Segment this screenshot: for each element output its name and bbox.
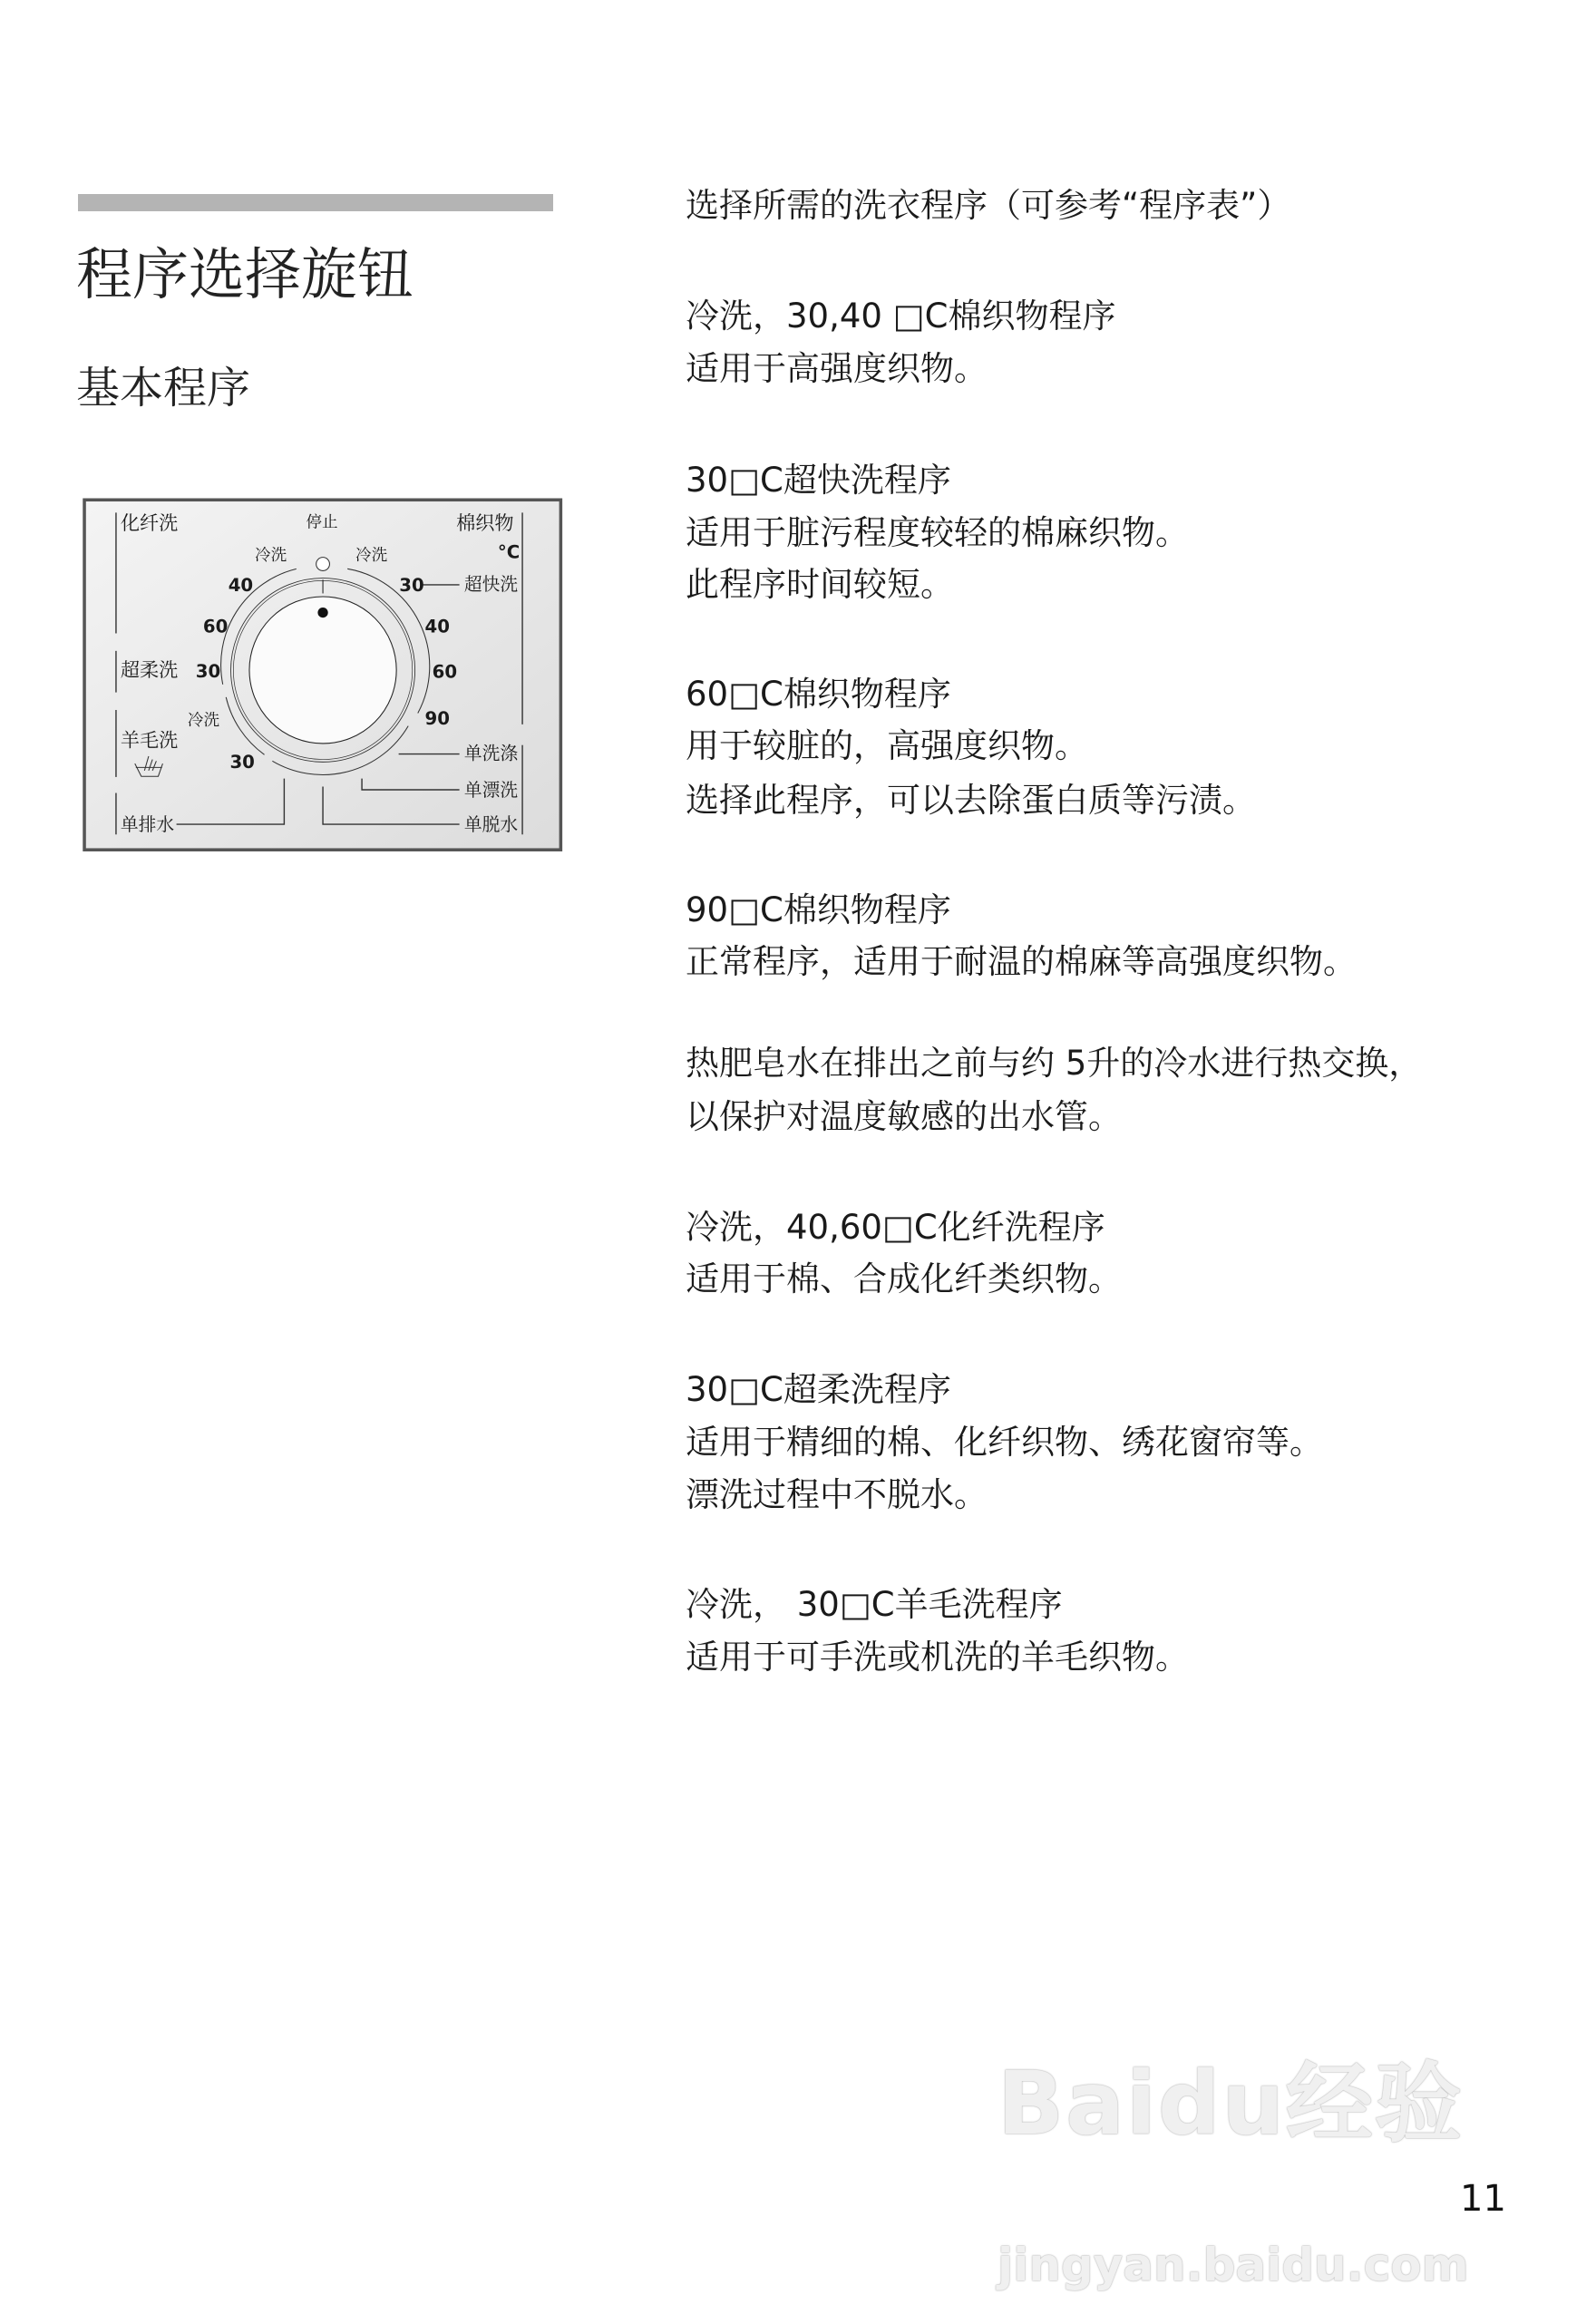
label-wash-only: 单洗涤	[463, 743, 519, 764]
program-dial-diagram	[73, 490, 571, 863]
label-drain-only: 单排水	[120, 814, 175, 836]
label-delicate-30: 30	[195, 661, 221, 683]
page-title: 程序选择旋钮	[76, 241, 414, 307]
stop-position-icon	[316, 558, 330, 571]
page-number: 11	[1460, 2178, 1506, 2220]
watermark-logo: Baidu经验	[998, 2053, 1464, 2154]
section-subtitle: 基本程序	[76, 363, 251, 413]
label-spin-only: 单脱水	[463, 814, 519, 836]
program-note: 以保护对温度敏感的出水管。	[686, 1097, 1122, 1136]
program-desc: 适用于可手洗或机洗的羊毛织物。	[686, 1638, 1189, 1677]
program-desc: 适用于脏污程度较轻的棉麻织物。	[686, 513, 1189, 552]
program-heading: 冷洗，40,60□C化纤洗程序	[686, 1208, 1105, 1247]
program-note: 热肥皂水在排出之前与约 5升的冷水进行热交换，	[686, 1044, 1423, 1083]
program-heading: 60□C棉织物程序	[686, 675, 951, 714]
program-desc: 选择此程序，可以去除蛋白质等污渍。	[686, 781, 1256, 820]
program-heading: 冷洗，30,40 □C棉织物程序	[686, 297, 1116, 335]
label-rinse-only: 单漂洗	[463, 780, 519, 802]
program-heading: 冷洗， 30□C羊毛洗程序	[686, 1585, 1063, 1624]
label-syn-40: 40	[228, 574, 254, 596]
label-delicate: 超柔洗	[120, 658, 179, 681]
program-heading: 90□C棉织物程序	[686, 890, 951, 929]
knob-indicator-dot-icon	[317, 608, 327, 617]
label-synthetic: 化纤洗	[120, 511, 179, 535]
label-stop: 停止	[306, 513, 338, 532]
label-cot-90: 90	[424, 707, 450, 729]
program-desc: 适用于高强度织物。	[686, 349, 988, 388]
intro-text: 选择所需的洗衣程序（可参考“程序表”）	[686, 186, 1291, 225]
baidu-watermark	[998, 2053, 1487, 2303]
program-desc: 适用于棉、合成化纤类织物。	[686, 1259, 1122, 1298]
program-desc: 此程序时间较短。	[686, 565, 954, 604]
program-desc: 漂洗过程中不脱水。	[686, 1475, 988, 1514]
program-desc: 正常程序，适用于耐温的棉麻等高强度织物。	[686, 942, 1357, 981]
section-header-bar	[78, 194, 553, 211]
label-celsius: °C	[497, 541, 521, 563]
label-wool: 羊毛洗	[120, 728, 179, 752]
label-cold-left: 冷洗	[254, 547, 287, 566]
label-quick: 超快洗	[463, 573, 519, 595]
label-wool-30: 30	[229, 752, 255, 773]
label-cold-wool: 冷洗	[187, 711, 220, 730]
label-cot-30: 30	[399, 574, 424, 596]
label-cot-60: 60	[432, 661, 458, 683]
label-cot-40: 40	[424, 616, 450, 637]
watermark-url: jingyan.baidu.com	[998, 2239, 1469, 2291]
program-heading: 30□C超快洗程序	[686, 461, 951, 500]
label-cotton: 棉织物	[456, 511, 514, 535]
program-heading: 30□C超柔洗程序	[686, 1370, 951, 1409]
program-desc: 用于较脏的，高强度织物。	[686, 726, 1088, 765]
label-cold-right: 冷洗	[355, 547, 388, 566]
program-desc: 适用于精细的棉、化纤织物、绣花窗帘等。	[686, 1423, 1323, 1462]
label-syn-60: 60	[202, 616, 229, 637]
dial-knob[interactable]	[249, 597, 396, 744]
